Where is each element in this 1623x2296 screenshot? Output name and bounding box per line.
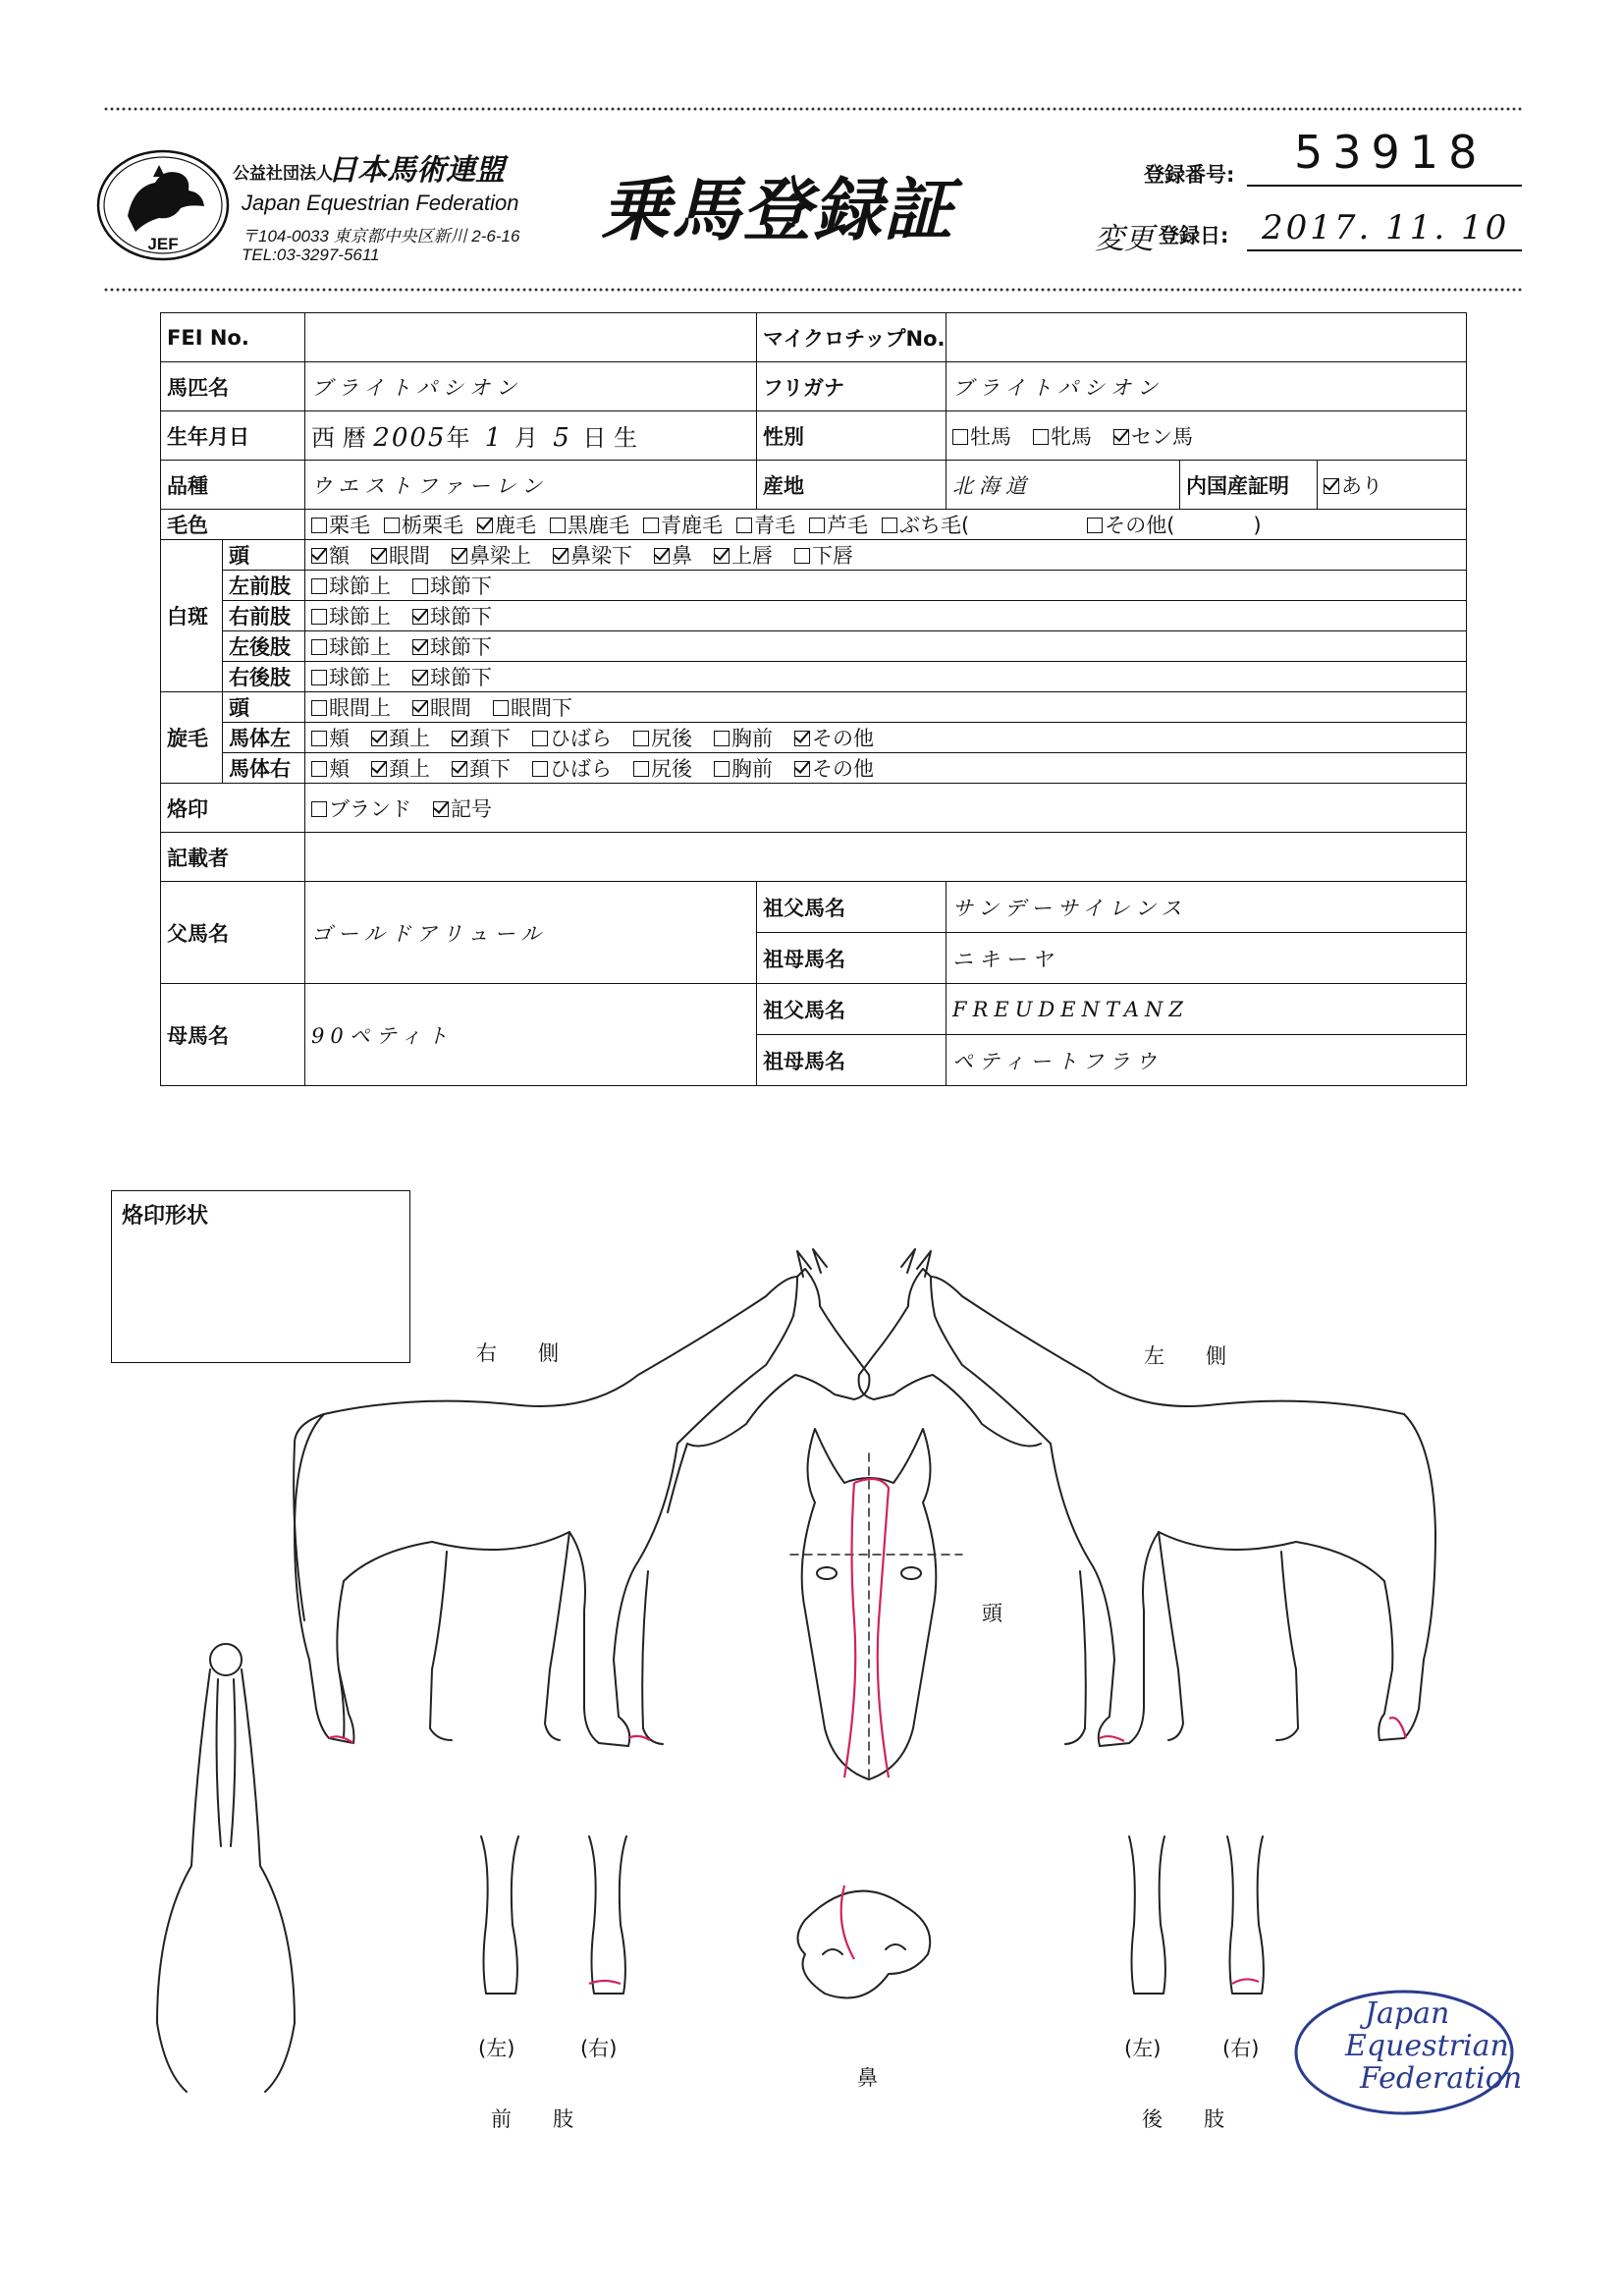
option-label: 青鹿毛 [661, 514, 724, 537]
white-part: 左後肢 [223, 631, 305, 662]
reg-no-value: 53918 [1294, 126, 1488, 179]
option-label: 尻後 [651, 757, 693, 781]
option-label: 頬 [329, 757, 351, 781]
right-side-label: 右 側 [476, 1341, 559, 1365]
sire-granddam: ニキーヤ [947, 933, 1467, 984]
sire-grandsire: サンデーサイレンス [947, 882, 1467, 933]
dam-value: 90ペティト [305, 984, 757, 1086]
color-close-paren: ) [1253, 514, 1262, 537]
left-side-horse [859, 1249, 1435, 1746]
birth-month: 1 [484, 423, 508, 453]
option-label: 胸前 [731, 757, 774, 781]
breed-value: ウエストファーレン [305, 461, 757, 510]
name-label: 馬匹名 [161, 362, 305, 411]
whorl-part: 頭 [223, 692, 305, 723]
option-label: ひばら [550, 727, 613, 750]
option-label: 鼻 [672, 544, 693, 568]
white-part: 右後肢 [223, 662, 305, 692]
left-side-label: 左 側 [1144, 1344, 1226, 1368]
whorl-label: 旋毛 [161, 692, 223, 784]
org-name-en: Japan Equestrian Federation [242, 191, 519, 215]
grandsire-label: 祖父馬名 [757, 984, 947, 1035]
option-label: 頬 [329, 727, 351, 750]
reg-no-label: 登録番号: [1144, 163, 1235, 187]
whorl-part: 馬体右 [223, 753, 305, 784]
recorder-label: 記載者 [161, 833, 305, 882]
option-label: その他 [812, 757, 875, 781]
brand-shape-label: 烙印形状 [122, 1204, 209, 1229]
jef-stamp [1296, 1992, 1522, 2113]
date-label: 登録日: [1159, 224, 1229, 247]
sire-label: 父馬名 [161, 882, 305, 984]
sire-value: ゴールドアリュール [305, 882, 757, 984]
option-label: 頚下 [469, 757, 512, 781]
body-top-view [157, 1644, 295, 2092]
chip-label: マイクロチップNo. [757, 313, 947, 362]
option-label: 額 [329, 544, 351, 568]
svg-text:Equestrian: Equestrian [1345, 2029, 1509, 2063]
white-part: 左前肢 [223, 571, 305, 601]
document-title: 乗馬登録証 [601, 170, 954, 250]
head-front [790, 1429, 962, 1779]
svg-text:Federation: Federation [1360, 2061, 1523, 2096]
option-label: 上唇 [731, 544, 774, 568]
org-prefix: 公益社団法人 [233, 164, 333, 184]
white-label: 白斑 [161, 540, 223, 692]
change-prefix: 変更 [1095, 222, 1154, 256]
breed-label: 品種 [161, 461, 305, 510]
white-part: 右前肢 [223, 601, 305, 631]
option-label: 鹿毛 [495, 514, 537, 537]
origin-value: 北海道 [947, 461, 1180, 510]
option-label: 頚上 [389, 727, 431, 750]
option-label: 下唇 [812, 544, 854, 568]
option-label: 眼間上 [329, 696, 392, 720]
option-label: 青毛 [754, 514, 796, 537]
option-label: 記号 [451, 796, 493, 821]
option-label: その他 [812, 727, 875, 750]
option-label: 眼間 [389, 544, 431, 568]
option-label: 牡馬 [970, 424, 1012, 449]
birth-era: 西 暦 [311, 424, 366, 452]
nose-diagram [798, 1891, 931, 1998]
option-label: 眼間 [430, 696, 472, 720]
option-label: 球節下 [430, 666, 493, 689]
option-label: ひばら [550, 757, 613, 781]
option-label: 眼間下 [511, 696, 573, 720]
birth-day: 5 [553, 423, 575, 453]
option-label: あり [1341, 473, 1383, 498]
option-label: 栗毛 [329, 514, 371, 537]
option-label: 尻後 [651, 727, 693, 750]
org-address-1: 〒104-0033 東京都中央区新川 2-6-16 [242, 227, 520, 246]
origin-label: 産地 [757, 461, 947, 510]
domestic-label: 内国産証明 [1180, 461, 1318, 510]
dam-label: 母馬名 [161, 984, 305, 1086]
name-value: ブライトパシオン [305, 362, 757, 411]
hind-left-label: (左) [1124, 2037, 1162, 2060]
option-label: 頚下 [469, 727, 512, 750]
grandsire-label: 祖父馬名 [757, 882, 947, 933]
fore-left-label: (左) [478, 2037, 515, 2060]
org-address-2: TEL:03-3297-5611 [242, 246, 380, 264]
option-label: 球節上 [329, 574, 392, 598]
option-label: 胸前 [731, 727, 774, 750]
dam-grandsire: FREUDENTANZ [947, 984, 1467, 1035]
hind-label: 後 肢 [1142, 2107, 1224, 2131]
option-label: 球節下 [430, 635, 493, 659]
date-value: 2017. 11. 10 [1262, 208, 1510, 247]
right-side-horse [294, 1249, 869, 1746]
furigana-value: ブライトパシオン [947, 362, 1467, 411]
option-label: 栃栗毛 [402, 514, 464, 537]
dam-granddam: ペティートフラウ [947, 1035, 1467, 1086]
option-label: 鼻梁上 [469, 544, 532, 568]
birth-label: 生年月日 [161, 411, 305, 461]
color-label: 毛色 [161, 510, 305, 540]
svg-text:Japan: Japan [1365, 1996, 1450, 2031]
white-part: 頭 [223, 540, 305, 571]
day-unit: 日 生 [582, 424, 638, 452]
brand-label: 烙印 [161, 784, 305, 833]
svg-text:JEF: JEF [147, 235, 179, 253]
fore-label: 前 肢 [491, 2107, 573, 2131]
fore-legs [481, 1836, 626, 1994]
option-label: 芦毛 [827, 514, 869, 537]
year-unit: 年 [446, 424, 470, 452]
fei-label: FEI No. [161, 313, 305, 362]
option-label: 頚上 [389, 757, 431, 781]
granddam-label: 祖母馬名 [757, 1035, 947, 1086]
head-label: 頭 [982, 1602, 1002, 1625]
option-label: 黒鹿毛 [568, 514, 630, 537]
birth-year: 2005 [373, 423, 447, 453]
option-label: 球節上 [329, 635, 392, 659]
option-label: 球節下 [430, 574, 493, 598]
month-unit: 月 [514, 424, 538, 452]
nose-label: 鼻 [857, 2066, 878, 2090]
option-label: 球節上 [329, 666, 392, 689]
option-label: その他( [1105, 514, 1175, 537]
furigana-label: フリガナ [757, 362, 947, 411]
option-label: 牝馬 [1051, 424, 1093, 449]
option-label: 鼻梁下 [570, 544, 633, 568]
hind-right-label: (右) [1222, 2037, 1260, 2060]
option-label: セン馬 [1131, 424, 1194, 449]
hind-legs [1129, 1836, 1264, 1994]
option-label: ぶち毛( [899, 514, 970, 537]
option-label: 球節下 [430, 605, 493, 629]
org-name-jp: 日本馬術連盟 [328, 153, 505, 188]
fore-right-label: (右) [580, 2037, 618, 2060]
option-label: ブランド [329, 796, 412, 821]
granddam-label: 祖母馬名 [757, 933, 947, 984]
option-label: 球節上 [329, 605, 392, 629]
sex-label: 性別 [757, 411, 947, 461]
whorl-part: 馬体左 [223, 723, 305, 753]
